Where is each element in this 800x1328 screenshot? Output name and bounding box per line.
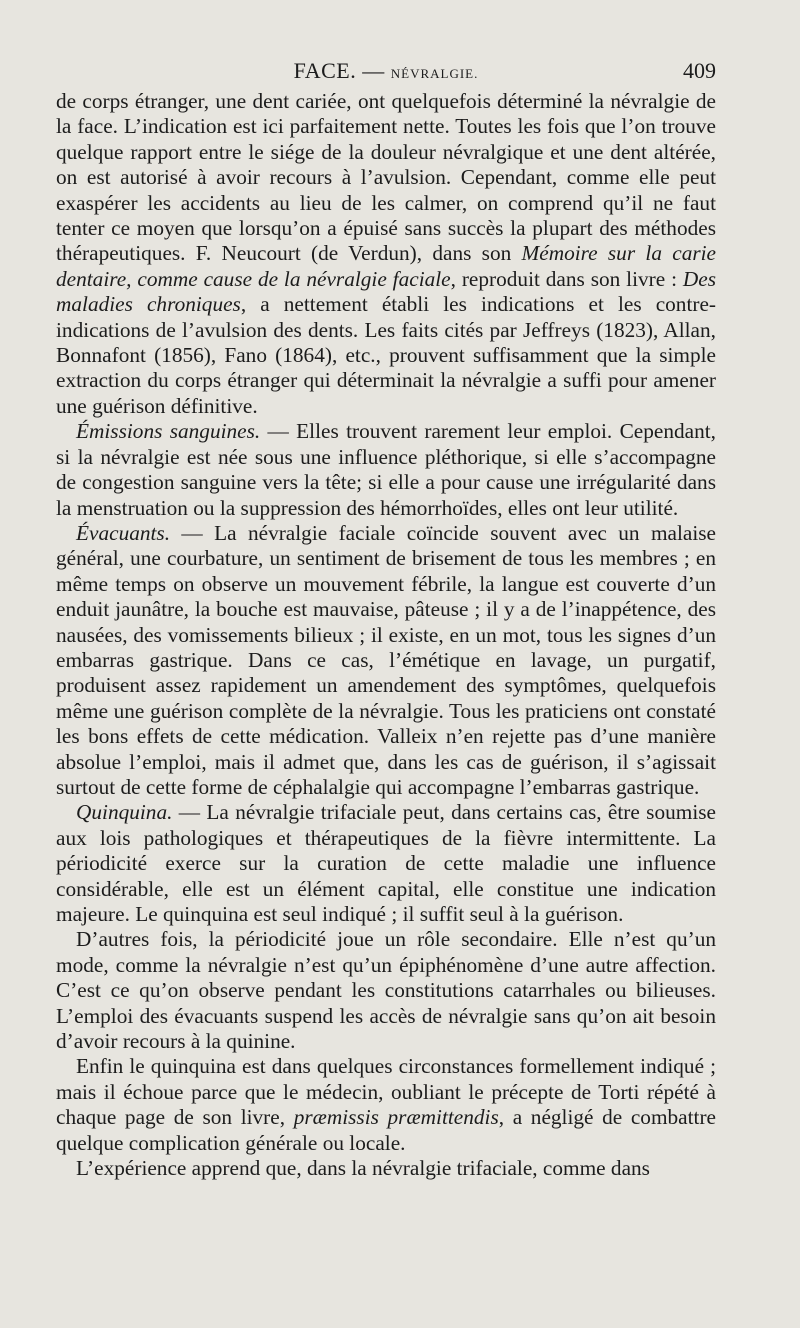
page-number: 409 <box>683 58 716 83</box>
paragraph-periodicite: D’autres fois, la périodicité joue un rôle secondaire. Elle n’est qu’un mode, comme la névralgie n’est qu’un épiphénomène d’une autre affection. C’est ce qu’on observe pendant les constitutions catarrhales ou bilieuses. L’emploi des évacuants suspend les accès de névralgie sans qu’on ait besoin d’avoir recours à la quinine. <box>56 927 716 1054</box>
header-dash: — <box>362 58 385 83</box>
running-header <box>56 58 716 88</box>
paragraph-evacuants: Évacuants. — La névralgie faciale coïncide souvent avec un malaise général, une courbature, un sentiment de brisement de tous les membres ; en même temps on observe un mouvement fébrile, la langue est couverte d’un enduit jaunâtre, la bouche est mauvaise, pâteuse ; il y a de l’inappétence, des nausées, des vomissements bilieux ; il existe, en un mot, tous les signes d’un embarras gastrique. Dans ce cas, l’émétique en lavage, un purgatif, produisent assez rapidement un amendement des symptômes, quelquefois même une guérison complète de la névralgie. Tous les praticiens ont constaté les bons effets de cette médication. Valleix n’en rejette pas d’une manière absolue l’emploi, mais il admet que, dans les cas de guérison, il s’agissait surtout de cette forme de céphalalgie qui accompagne l’embarras gastrique. <box>56 520 716 799</box>
paragraph-avulsion: de corps étranger, une dent cariée, ont quelquefois déterminé la névralgie de la face. L’indication est ici parfaitement nette. Toutes les fois que l’on trouve quelque rapport entre le siége de la douleur névralgique et une dent altérée, on est autorisé à avoir recours à l’avulsion. Cependant, comme elle peut exaspérer les accidents au lieu de les calmer, on comprend qu’il ne faut tenter ce moyen que lorsqu’on a épuisé sans succès la plupart des méthodes thérapeutiques. F. Neucourt (de Verdun), dans son Mémoire sur la carie dentaire, comme cause de la névralgie faciale, reproduit dans son livre : Des maladies chroniques, a nettement établi les indications et les contre-indications de l’avulsion des dents. Les faits cités par Jeffreys (1823), Allan, Bonnafont (1856), Fano (1864), etc., prouvent suffisamment que la simple extraction du corps étranger qui déterminait la névralgie a suffi pour amener une guérison définitive. <box>56 89 717 418</box>
italic-title-memoire: Mémoire sur la carie dentaire, comme cause de la névralgie faciale <box>56 241 717 291</box>
header-title: FACE. <box>293 58 357 83</box>
section-heading-quinquina: Quinquina. <box>76 800 173 825</box>
paragraph-torti: Enfin le quinquina est dans quelques circonstances formellement indiqué ; mais il échoue parce que le médecin, oubliant le précepte de Torti répété à chaque page de son livre, præmissis præmittendis, a négligé de combattre quelque complication générale ou locale. <box>56 1054 716 1155</box>
section-heading-evacuants: Évacuants. <box>76 520 171 545</box>
header-subtitle: NÉVRALGIE. <box>390 66 479 81</box>
paragraph-experience: L’expérience apprend que, dans la névralgie trifaciale, comme dans <box>76 1156 650 1181</box>
running-title <box>56 58 716 84</box>
page-body <box>56 89 716 1181</box>
section-heading-emissions: Émissions sanguines. <box>76 419 261 444</box>
italic-latin-phrase: præmissis præmittendis <box>293 1105 499 1130</box>
italic-title-maladies: Des maladies chroniques <box>56 266 716 317</box>
paragraph-emissions-sanguines: Émissions sanguines. — Elles trouvent rarement leur emploi. Cependant, si la névralgie est née sous une influence pléthorique, si elle s’accompagne de congestion sanguine vers la tête; si elle a pour cause une irrégularité dans la menstruation ou la suppression des hémorrhoïdes, elles ont leur utilité. <box>56 419 716 520</box>
paragraph-quinquina: Quinquina. — La névralgie trifaciale peut, dans certains cas, être soumise aux lois pathologiques et thérapeutiques de la fièvre intermittente. La périodicité exerce sur la curation de cette maladie une influence considérable, elle est un élément capital, elle constitue une indication majeure. Le quinquina est seul indiqué ; il suffit seul à la guérison. <box>56 800 716 926</box>
